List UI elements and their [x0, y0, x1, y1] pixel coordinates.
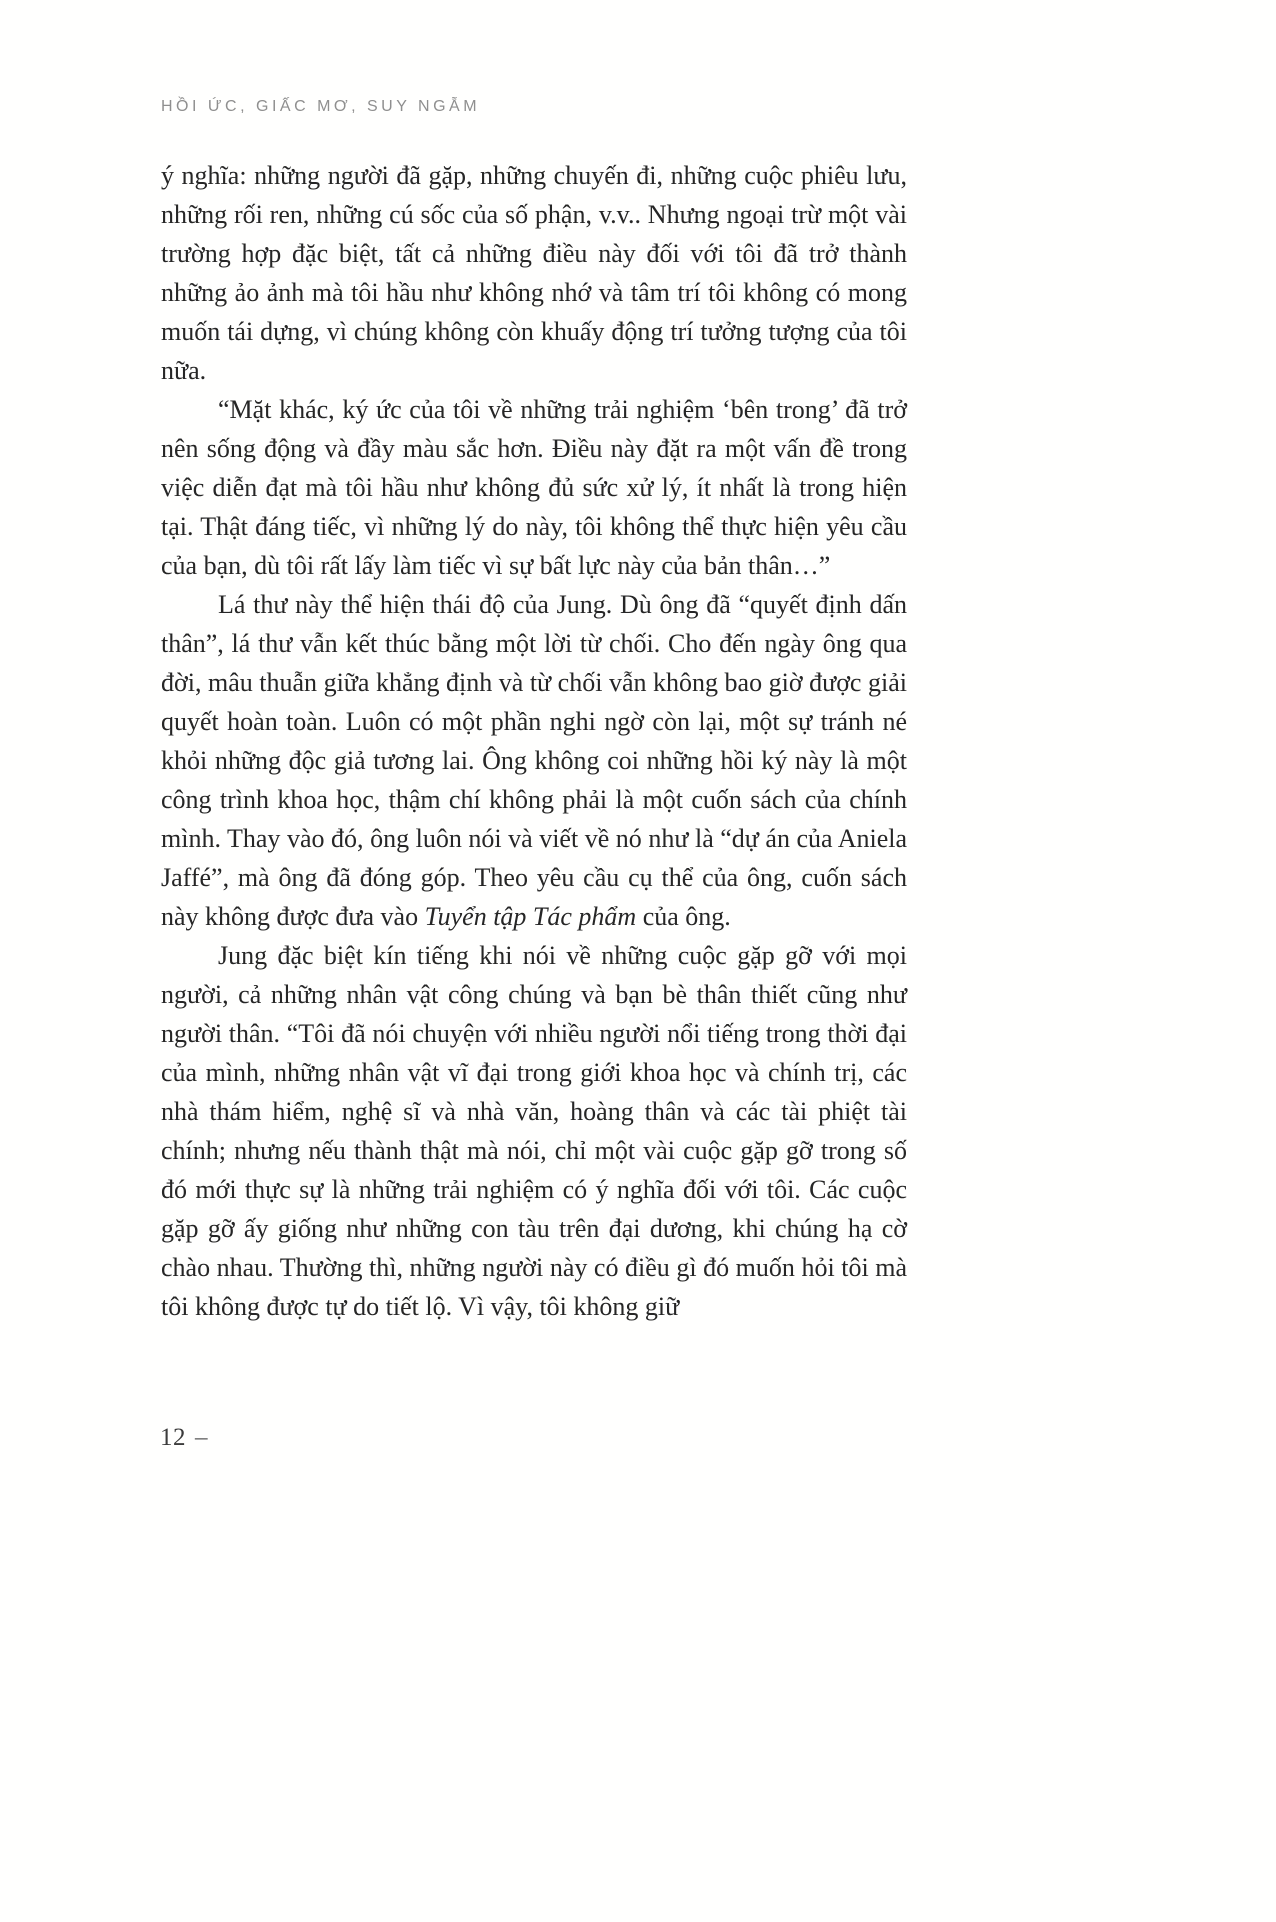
text-segment: Jung đặc biệt kín tiếng khi nói về những cuộc gặp gỡ với mọi người, cả những nhân vật công chúng và bạn bè thân thiết cũng như người thân. “Tôi đã nói chuyện với nhiều người nổi tiếng trong thời đại của mình, những nhân vật vĩ đại trong giới khoa học và chính trị, các nhà thám hiểm, nghệ sĩ và nhà văn, hoàng thân và các tài phiệt tài chính; nhưng nếu thành thật mà nói, chỉ một vài cuộc gặp gỡ trong số đó mới thực sự là những trải nghiệm có ý nghĩa đối với tôi. Các cuộc gặp gỡ ấy giống như những con tàu trên đại dương, khi chúng hạ cờ chào nhau. Thường thì, những người này có điều gì đó muốn hỏi tôi mà tôi không được tự do tiết lộ. Vì vậy, tôi không giữ: [161, 941, 907, 1321]
paragraph: [161, 585, 907, 936]
text-segment: Lá thư này thể hiện thái độ của Jung. Dù ông đã “quyết định dấn thân”, lá thư vẫn kết thúc bằng một lời từ chối. Cho đến ngày ông qua đời, mâu thuẫn giữa khẳng định và từ chối vẫn không bao giờ được giải quyết hoàn toàn. Luôn có một phần nghi ngờ còn lại, một sự tránh né khỏi những độc giả tương lai. Ông không coi những hồi ký này là một công trình khoa học, thậm chí không phải là một cuốn sách của chính mình. Thay vào đó, ông luôn nói và viết về nó như là “dự án của Aniela Jaffé”, mà ông đã đóng góp. Theo yêu cầu cụ thể của ông, cuốn sách này không được đưa vào: [161, 590, 907, 931]
page-number-dash: –: [195, 1424, 208, 1451]
paragraph: [161, 936, 907, 1326]
body-text: [161, 156, 907, 1326]
text-segment: ý nghĩa: những người đã gặp, những chuyến đi, những cuộc phiêu lưu, những rối ren, những cú sốc của số phận, v.v.. Nhưng ngoại trừ một vài trường hợp đặc biệt, tất cả những điều này đối với tôi đã trở thành những ảo ảnh mà tôi hầu như không nhớ và tâm trí tôi không có mong muốn tái dựng, vì chúng không còn khuấy động trí tưởng tượng của tôi nữa.: [161, 161, 907, 385]
text-segment: “Mặt khác, ký ức của tôi về những trải nghiệm ‘bên trong’ đã trở nên sống động và đầy màu sắc hơn. Điều này đặt ra một vấn đề trong việc diễn đạt mà tôi hầu như không đủ sức xử lý, ít nhất là trong hiện tại. Thật đáng tiếc, vì những lý do này, tôi không thể thực hiện yêu cầu của bạn, dù tôi rất lấy làm tiếc vì sự bất lực này của bản thân…”: [161, 395, 907, 580]
text-segment: của ông.: [636, 902, 731, 931]
italic-text: Tuyển tập Tác phẩm: [424, 902, 637, 931]
paragraph: [161, 156, 907, 390]
running-header: HỒI ỨC, GIẤC MƠ, SUY NGẪM: [161, 98, 481, 115]
page-number: 12: [160, 1424, 186, 1451]
footer: [160, 1424, 208, 1452]
paragraph: [161, 390, 907, 585]
